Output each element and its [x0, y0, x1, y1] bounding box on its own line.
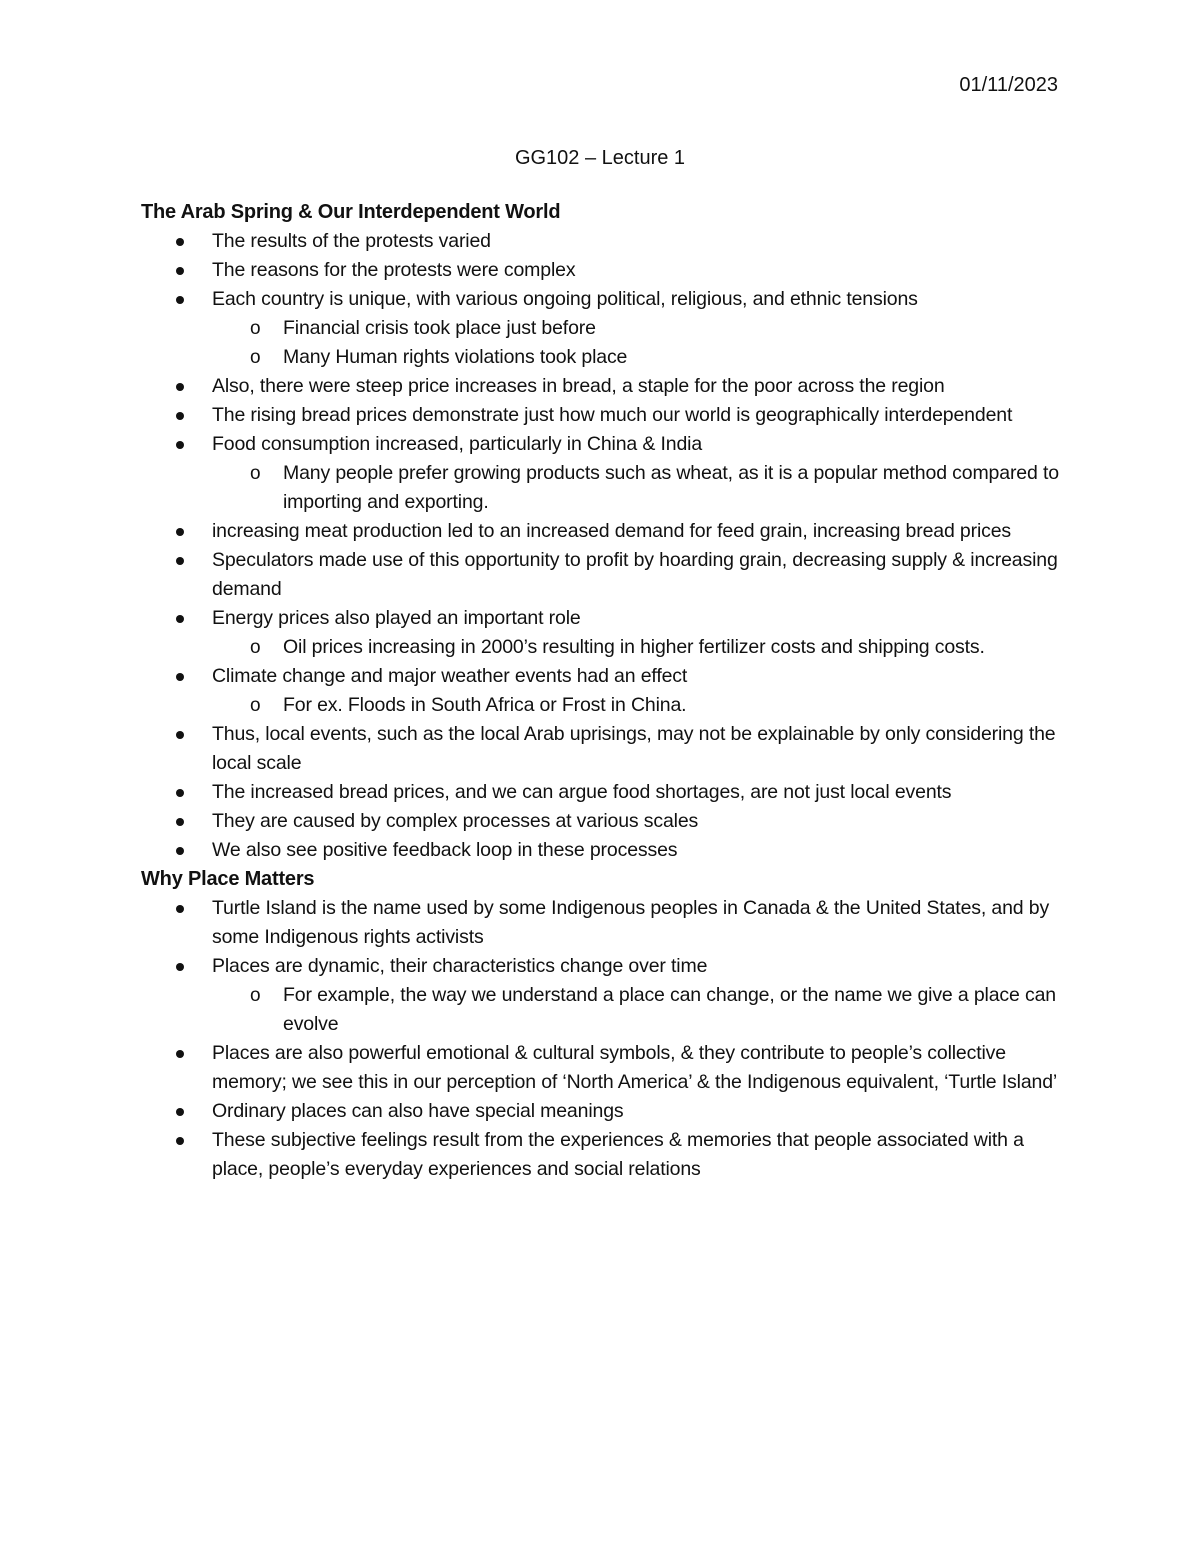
hollow-bullet-icon: o	[250, 985, 261, 1006]
bullet-dot-icon	[176, 528, 184, 536]
list-item-text: The increased bread prices, and we can argue food shortages, are not just local events	[212, 781, 952, 803]
hollow-bullet-icon: o	[250, 695, 261, 716]
sub-bullet-list	[212, 691, 1061, 720]
list-item-text: Ordinary places can also have special meanings	[212, 1100, 624, 1122]
list-item	[141, 285, 1061, 372]
bullet-dot-icon	[176, 441, 184, 449]
bullet-dot-icon	[176, 1050, 184, 1058]
hollow-bullet-icon: o	[250, 318, 261, 339]
bullet-dot-icon	[176, 731, 184, 739]
list-item	[141, 227, 1061, 256]
sub-list-item-text: For ex. Floods in South Africa or Frost in China.	[283, 694, 687, 716]
bullet-dot-icon	[176, 847, 184, 855]
list-item-text: Thus, local events, such as the local Arab uprisings, may not be explainable by only considering the local scale	[212, 723, 1056, 774]
list-item-text: The results of the protests varied	[212, 230, 491, 252]
section-heading: Why Place Matters	[141, 868, 315, 890]
bullet-dot-icon	[176, 412, 184, 420]
list-item	[141, 662, 1061, 720]
sub-bullet-list	[212, 314, 1061, 372]
list-item-text: Speculators made use of this opportunity to profit by hoarding grain, decreasing supply & increasing demand	[212, 549, 1058, 600]
hollow-bullet-icon: o	[250, 463, 261, 484]
list-item-text: Turtle Island is the name used by some Indigenous peoples in Canada & the United States, and by some Indigenous rights activists	[212, 897, 1050, 948]
list-item-text: We also see positive feedback loop in these processes	[212, 839, 678, 861]
bullet-dot-icon	[176, 615, 184, 623]
bullet-dot-icon	[176, 789, 184, 797]
list-item	[141, 546, 1061, 604]
bullet-dot-icon	[176, 1108, 184, 1116]
list-item	[141, 894, 1061, 952]
sub-bullet-list	[212, 981, 1061, 1039]
bullet-dot-icon	[176, 238, 184, 246]
bullet-list	[141, 227, 1061, 865]
list-item	[141, 952, 1061, 1039]
list-item	[141, 807, 1061, 836]
list-item	[141, 1097, 1061, 1126]
list-item-text: Places are also powerful emotional & cultural symbols, & they contribute to people’s collective memory; we see this in our perception of ‘North America’ & the Indigenous equivalent, ‘Turtle Island’	[212, 1042, 1058, 1093]
list-item-text: They are caused by complex processes at various scales	[212, 810, 699, 832]
bullet-dot-icon	[176, 905, 184, 913]
sub-list-item-text: For example, the way we understand a place can change, or the name we give a place can evolve	[283, 984, 1056, 1035]
list-item-text: Energy prices also played an important role	[212, 607, 581, 629]
list-item-text: Food consumption increased, particularly in China & India	[212, 433, 703, 455]
bullet-dot-icon	[176, 818, 184, 826]
hollow-bullet-icon: o	[250, 637, 261, 658]
sub-list-item	[212, 314, 1061, 343]
document-date: 01/11/2023	[959, 74, 1058, 96]
sub-list-item	[212, 633, 1061, 662]
bullet-dot-icon	[176, 1137, 184, 1145]
list-item	[141, 372, 1061, 401]
bullet-list	[141, 894, 1061, 1184]
sub-list-item-text: Oil prices increasing in 2000’s resulting in higher fertilizer costs and shipping costs.	[283, 636, 985, 658]
document-body	[141, 198, 1061, 1184]
sub-bullet-list	[212, 633, 1061, 662]
list-item	[141, 778, 1061, 807]
bullet-dot-icon	[176, 963, 184, 971]
list-item-text: Also, there were steep price increases in bread, a staple for the poor across the region	[212, 375, 945, 397]
list-item-text: The reasons for the protests were complex	[212, 259, 576, 281]
list-item	[141, 720, 1061, 778]
sub-list-item-text: Financial crisis took place just before	[283, 317, 596, 339]
bullet-dot-icon	[176, 557, 184, 565]
list-item	[141, 401, 1061, 430]
list-item	[141, 1039, 1061, 1097]
bullet-dot-icon	[176, 267, 184, 275]
list-item	[141, 517, 1061, 546]
sub-list-item-text: Many people prefer growing products such as wheat, as it is a popular method compared to importing and exporting.	[283, 462, 1059, 513]
list-item-text: Climate change and major weather events had an effect	[212, 665, 688, 687]
list-item-text: increasing meat production led to an increased demand for feed grain, increasing bread prices	[212, 520, 1012, 542]
list-item-text: The rising bread prices demonstrate just how much our world is geographically interdependent	[212, 404, 1013, 426]
list-item	[141, 1126, 1061, 1184]
sub-bullet-list	[212, 459, 1061, 517]
list-item-text: Places are dynamic, their characteristics change over time	[212, 955, 708, 977]
bullet-dot-icon	[176, 296, 184, 304]
list-item	[141, 604, 1061, 662]
bullet-dot-icon	[176, 383, 184, 391]
sub-list-item	[212, 691, 1061, 720]
sub-list-item	[212, 343, 1061, 372]
list-item	[141, 836, 1061, 865]
hollow-bullet-icon: o	[250, 347, 261, 368]
section-heading: The Arab Spring & Our Interdependent World	[141, 201, 561, 223]
sub-list-item-text: Many Human rights violations took place	[283, 346, 628, 368]
document-title: GG102 – Lecture 1	[514, 147, 686, 169]
list-item	[141, 430, 1061, 517]
sub-list-item	[212, 459, 1061, 517]
bullet-dot-icon	[176, 673, 184, 681]
sub-list-item	[212, 981, 1061, 1039]
list-item	[141, 256, 1061, 285]
list-item-text: Each country is unique, with various ongoing political, religious, and ethnic tensions	[212, 288, 918, 310]
list-item-text: These subjective feelings result from the experiences & memories that people associated with a place, people’s everyday experiences and social relations	[212, 1129, 1024, 1180]
